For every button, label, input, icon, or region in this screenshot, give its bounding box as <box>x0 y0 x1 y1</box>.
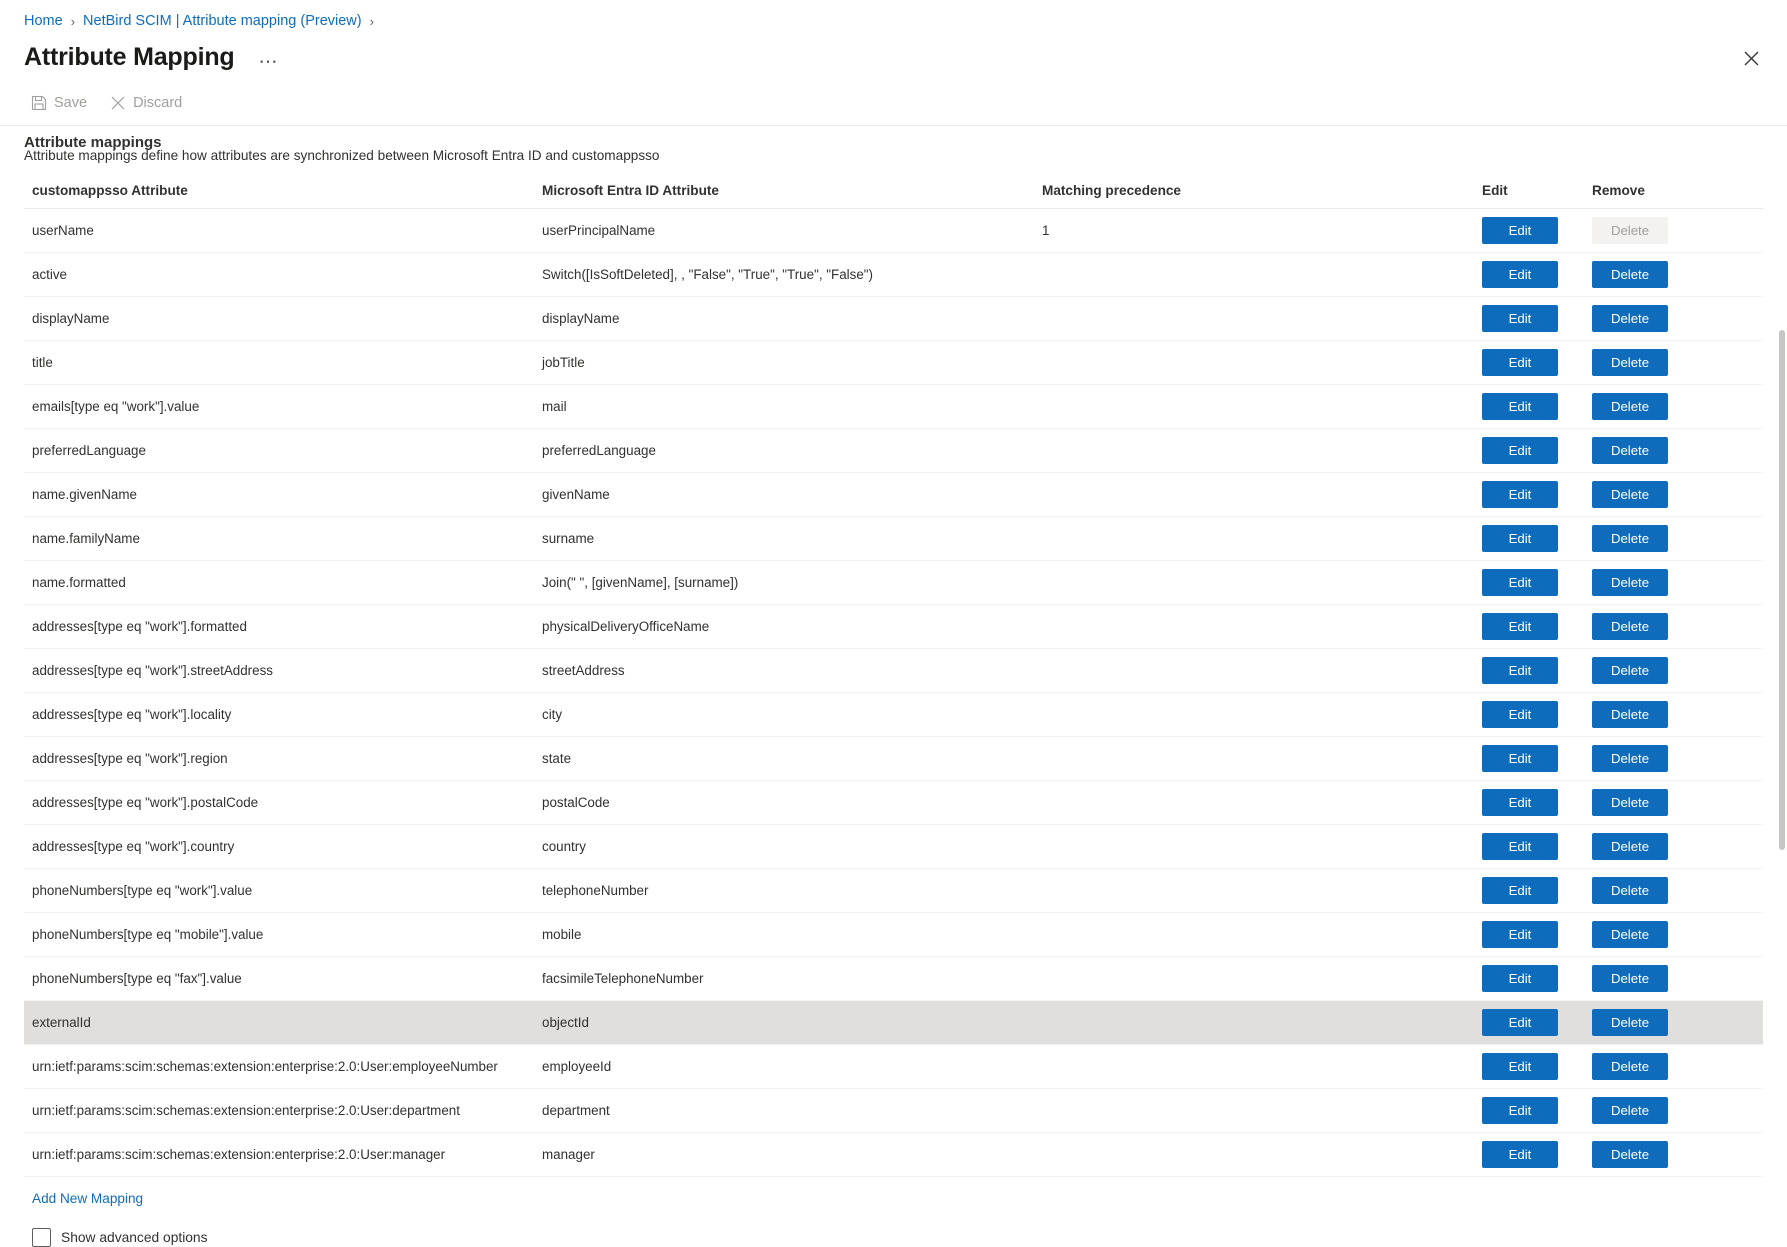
vertical-scrollbar[interactable] <box>1777 130 1787 1001</box>
cell-matching-precedence <box>1034 605 1474 649</box>
cell-edit <box>1474 869 1584 913</box>
edit-button[interactable]: Edit <box>1482 393 1558 420</box>
cell-matching-precedence <box>1034 649 1474 693</box>
cell-entra-attribute: employeeId <box>534 1045 1034 1089</box>
cell-edit <box>1474 561 1584 605</box>
cell-matching-precedence <box>1034 957 1474 1001</box>
cell-edit <box>1474 1001 1584 1045</box>
cell-remove <box>1584 913 1763 957</box>
table-body <box>24 209 1763 1177</box>
cell-entra-attribute: mobile <box>534 913 1034 957</box>
content-area <box>0 126 1787 1247</box>
cell-entra-attribute: manager <box>534 1133 1034 1177</box>
cell-entra-attribute: userPrincipalName <box>534 209 1034 253</box>
cell-edit <box>1474 605 1584 649</box>
cell-matching-precedence <box>1034 297 1474 341</box>
edit-button[interactable]: Edit <box>1482 701 1558 728</box>
command-bar <box>0 78 1787 126</box>
delete-button[interactable]: Delete <box>1592 965 1668 992</box>
cell-customappsso-attribute: name.formatted <box>24 561 534 605</box>
delete-button[interactable]: Delete <box>1592 349 1668 376</box>
cell-customappsso-attribute: preferredLanguage <box>24 429 534 473</box>
cell-matching-precedence <box>1034 913 1474 957</box>
delete-button[interactable]: Delete <box>1592 877 1668 904</box>
cell-customappsso-attribute: emails[type eq "work"].value <box>24 385 534 429</box>
table-row[interactable] <box>24 253 1763 297</box>
cell-remove <box>1584 341 1763 385</box>
cell-customappsso-attribute: addresses[type eq "work"].streetAddress <box>24 649 534 693</box>
delete-button[interactable]: Delete <box>1592 1097 1668 1124</box>
delete-button[interactable]: Delete <box>1592 437 1668 464</box>
cell-edit <box>1474 913 1584 957</box>
table-row[interactable] <box>24 869 1763 913</box>
delete-button[interactable]: Delete <box>1592 833 1668 860</box>
delete-button[interactable]: Delete <box>1592 921 1668 948</box>
table-row[interactable] <box>24 1089 1763 1133</box>
cell-edit <box>1474 649 1584 693</box>
cell-customappsso-attribute: urn:ietf:params:scim:schemas:extension:enterprise:2.0:User:manager <box>24 1133 534 1177</box>
discard-button[interactable] <box>103 89 192 116</box>
cell-entra-attribute: streetAddress <box>534 649 1034 693</box>
delete-button[interactable]: Delete <box>1592 1141 1668 1168</box>
edit-button[interactable]: Edit <box>1482 1053 1558 1080</box>
cell-customappsso-attribute: addresses[type eq "work"].postalCode <box>24 781 534 825</box>
edit-button[interactable]: Edit <box>1482 657 1558 684</box>
cell-entra-attribute: surname <box>534 517 1034 561</box>
cell-remove <box>1584 605 1763 649</box>
add-new-mapping-link[interactable]: Add New Mapping <box>32 1191 144 1206</box>
show-advanced-options-row <box>32 1228 1763 1247</box>
close-icon[interactable] <box>1735 42 1767 74</box>
cell-edit <box>1474 957 1584 1001</box>
column-header-remove: Remove <box>1584 177 1763 209</box>
cell-matching-precedence <box>1034 737 1474 781</box>
cell-remove <box>1584 869 1763 913</box>
delete-button[interactable]: Delete <box>1592 613 1668 640</box>
cell-remove <box>1584 737 1763 781</box>
delete-button: Delete <box>1592 217 1668 244</box>
edit-button[interactable]: Edit <box>1482 217 1558 244</box>
cell-edit <box>1474 781 1584 825</box>
more-options-icon[interactable]: ⋯ <box>258 51 279 73</box>
cell-remove <box>1584 209 1763 253</box>
cell-remove <box>1584 517 1763 561</box>
page-title: Attribute Mapping <box>24 42 235 71</box>
save-button-label: Save <box>54 94 88 111</box>
edit-button[interactable]: Edit <box>1482 921 1558 948</box>
cell-entra-attribute: department <box>534 1089 1034 1133</box>
cell-entra-attribute: facsimileTelephoneNumber <box>534 957 1034 1001</box>
table-row[interactable] <box>24 737 1763 781</box>
cell-matching-precedence <box>1034 1089 1474 1133</box>
delete-button[interactable]: Delete <box>1592 525 1668 552</box>
cell-entra-attribute: jobTitle <box>534 341 1034 385</box>
delete-button[interactable]: Delete <box>1592 1009 1668 1036</box>
cell-customappsso-attribute: userName <box>24 209 534 253</box>
cell-edit <box>1474 693 1584 737</box>
section-description: Attribute mappings define how attributes are synchronized between Microsoft Entra ID and customappsso <box>24 148 660 163</box>
table-header <box>24 177 1763 209</box>
column-header-customappsso-attribute: customappsso Attribute <box>24 177 534 209</box>
cell-customappsso-attribute: urn:ietf:params:scim:schemas:extension:enterprise:2.0:User:department <box>24 1089 534 1133</box>
cell-edit <box>1474 473 1584 517</box>
show-advanced-options-checkbox[interactable] <box>32 1228 51 1247</box>
edit-button[interactable]: Edit <box>1482 789 1558 816</box>
cell-customappsso-attribute: addresses[type eq "work"].locality <box>24 693 534 737</box>
cell-matching-precedence <box>1034 429 1474 473</box>
cell-entra-attribute: displayName <box>534 297 1034 341</box>
cell-matching-precedence <box>1034 693 1474 737</box>
delete-button[interactable]: Delete <box>1592 789 1668 816</box>
cell-remove <box>1584 473 1763 517</box>
cell-customappsso-attribute: phoneNumbers[type eq "fax"].value <box>24 957 534 1001</box>
column-header-matching-precedence: Matching precedence <box>1034 177 1474 209</box>
cell-customappsso-attribute: displayName <box>24 297 534 341</box>
cell-customappsso-attribute: addresses[type eq "work"].country <box>24 825 534 869</box>
breadcrumb-item-netbird-scim[interactable]: NetBird SCIM | Attribute mapping (Preview) <box>83 13 362 29</box>
cell-customappsso-attribute: addresses[type eq "work"].formatted <box>24 605 534 649</box>
cell-matching-precedence: 1 <box>1034 209 1474 253</box>
cell-entra-attribute: preferredLanguage <box>534 429 1034 473</box>
cell-remove <box>1584 1089 1763 1133</box>
delete-button[interactable]: Delete <box>1592 1053 1668 1080</box>
cell-matching-precedence <box>1034 781 1474 825</box>
edit-button[interactable]: Edit <box>1482 1097 1558 1124</box>
cell-remove <box>1584 957 1763 1001</box>
discard-button-label: Discard <box>133 94 183 111</box>
cell-entra-attribute: mail <box>534 385 1034 429</box>
cell-remove <box>1584 781 1763 825</box>
cell-customappsso-attribute: externalId <box>24 1001 534 1045</box>
delete-button[interactable]: Delete <box>1592 261 1668 288</box>
table-row[interactable] <box>24 649 1763 693</box>
cell-matching-precedence <box>1034 473 1474 517</box>
cell-remove <box>1584 385 1763 429</box>
cell-remove <box>1584 1045 1763 1089</box>
chevron-right-icon: › <box>70 13 76 29</box>
cell-edit <box>1474 825 1584 869</box>
table-row[interactable] <box>24 473 1763 517</box>
cell-matching-precedence <box>1034 341 1474 385</box>
cell-customappsso-attribute: phoneNumbers[type eq "mobile"].value <box>24 913 534 957</box>
table-row[interactable] <box>24 1001 1763 1045</box>
cell-remove <box>1584 649 1763 693</box>
cell-entra-attribute: country <box>534 825 1034 869</box>
table-row[interactable] <box>24 1133 1763 1177</box>
column-header-edit: Edit <box>1474 177 1584 209</box>
cell-remove <box>1584 825 1763 869</box>
cell-entra-attribute: objectId <box>534 1001 1034 1045</box>
table-row[interactable] <box>24 957 1763 1001</box>
cell-matching-precedence <box>1034 253 1474 297</box>
table-row[interactable] <box>24 781 1763 825</box>
cell-matching-precedence <box>1034 1001 1474 1045</box>
column-header-entra-attribute: Microsoft Entra ID Attribute <box>534 177 1034 209</box>
breadcrumb-item-home[interactable]: Home <box>24 13 63 29</box>
cell-matching-precedence <box>1034 825 1474 869</box>
edit-button[interactable]: Edit <box>1482 525 1558 552</box>
edit-button[interactable]: Edit <box>1482 877 1558 904</box>
delete-button[interactable]: Delete <box>1592 657 1668 684</box>
edit-button[interactable]: Edit <box>1482 305 1558 332</box>
edit-button[interactable]: Edit <box>1482 1141 1558 1168</box>
edit-button[interactable]: Edit <box>1482 349 1558 376</box>
cell-edit <box>1474 737 1584 781</box>
edit-button[interactable]: Edit <box>1482 1009 1558 1036</box>
table-row[interactable] <box>24 913 1763 957</box>
delete-button[interactable]: Delete <box>1592 393 1668 420</box>
cell-remove <box>1584 429 1763 473</box>
delete-button[interactable]: Delete <box>1592 701 1668 728</box>
attribute-mapping-table <box>24 177 1763 1177</box>
cell-matching-precedence <box>1034 869 1474 913</box>
cell-entra-attribute: givenName <box>534 473 1034 517</box>
cell-customappsso-attribute: active <box>24 253 534 297</box>
edit-button[interactable]: Edit <box>1482 437 1558 464</box>
cell-remove <box>1584 1133 1763 1177</box>
section-heading: Attribute mappings <box>24 134 162 151</box>
cell-edit <box>1474 341 1584 385</box>
table-row[interactable] <box>24 385 1763 429</box>
cell-entra-attribute: physicalDeliveryOfficeName <box>534 605 1034 649</box>
cell-edit <box>1474 1089 1584 1133</box>
cell-entra-attribute: state <box>534 737 1034 781</box>
cell-customappsso-attribute: urn:ietf:params:scim:schemas:extension:enterprise:2.0:User:employeeNumber <box>24 1045 534 1089</box>
cell-edit <box>1474 253 1584 297</box>
cell-customappsso-attribute: name.givenName <box>24 473 534 517</box>
edit-button[interactable]: Edit <box>1482 745 1558 772</box>
cell-edit <box>1474 429 1584 473</box>
cell-entra-attribute: city <box>534 693 1034 737</box>
table-row[interactable] <box>24 341 1763 385</box>
breadcrumb <box>0 0 1787 34</box>
table-row[interactable] <box>24 693 1763 737</box>
cell-remove <box>1584 1001 1763 1045</box>
edit-button[interactable]: Edit <box>1482 261 1558 288</box>
table-row[interactable] <box>24 825 1763 869</box>
cell-remove <box>1584 561 1763 605</box>
close-icon-small <box>109 94 126 111</box>
cell-remove <box>1584 693 1763 737</box>
show-advanced-options-label[interactable]: Show advanced options <box>61 1230 208 1245</box>
table-header-row <box>24 177 1763 209</box>
edit-button[interactable]: Edit <box>1482 569 1558 596</box>
delete-button[interactable]: Delete <box>1592 745 1668 772</box>
cell-edit <box>1474 1133 1584 1177</box>
cell-edit <box>1474 385 1584 429</box>
edit-button[interactable]: Edit <box>1482 481 1558 508</box>
cell-remove <box>1584 253 1763 297</box>
table-row[interactable] <box>24 297 1763 341</box>
cell-customappsso-attribute: phoneNumbers[type eq "work"].value <box>24 869 534 913</box>
cell-matching-precedence <box>1034 1133 1474 1177</box>
save-icon <box>30 94 47 111</box>
save-button[interactable] <box>24 89 97 116</box>
cell-edit <box>1474 209 1584 253</box>
table-row[interactable] <box>24 429 1763 473</box>
table-row[interactable] <box>24 1045 1763 1089</box>
cell-edit <box>1474 297 1584 341</box>
cell-entra-attribute: Switch([IsSoftDeleted], , "False", "True", "True", "False") <box>534 253 1034 297</box>
cell-customappsso-attribute: title <box>24 341 534 385</box>
cell-matching-precedence <box>1034 561 1474 605</box>
edit-button[interactable]: Edit <box>1482 613 1558 640</box>
table-row[interactable] <box>24 517 1763 561</box>
table-row[interactable] <box>24 561 1763 605</box>
table-row[interactable] <box>24 209 1763 253</box>
chevron-right-icon-2: › <box>369 13 374 29</box>
delete-button[interactable]: Delete <box>1592 481 1668 508</box>
edit-button[interactable]: Edit <box>1482 965 1558 992</box>
cell-matching-precedence <box>1034 517 1474 561</box>
edit-button[interactable]: Edit <box>1482 833 1558 860</box>
cell-matching-precedence <box>1034 1045 1474 1089</box>
scrollbar-thumb[interactable] <box>1779 330 1785 850</box>
delete-button[interactable]: Delete <box>1592 305 1668 332</box>
cell-customappsso-attribute: addresses[type eq "work"].region <box>24 737 534 781</box>
delete-button[interactable]: Delete <box>1592 569 1668 596</box>
cell-entra-attribute: postalCode <box>534 781 1034 825</box>
cell-edit <box>1474 1045 1584 1089</box>
table-row[interactable] <box>24 605 1763 649</box>
cell-customappsso-attribute: name.familyName <box>24 517 534 561</box>
cell-entra-attribute: Join(" ", [givenName], [surname]) <box>534 561 1034 605</box>
cell-matching-precedence <box>1034 385 1474 429</box>
cell-entra-attribute: telephoneNumber <box>534 869 1034 913</box>
cell-edit <box>1474 517 1584 561</box>
title-row <box>0 34 1787 78</box>
cell-remove <box>1584 297 1763 341</box>
